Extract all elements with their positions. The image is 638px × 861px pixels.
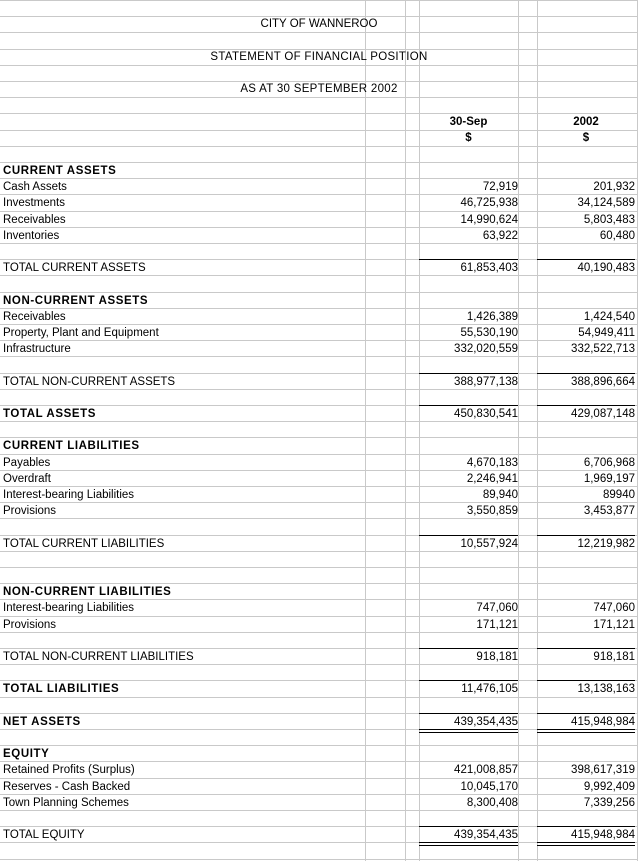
total-double-underline — [537, 842, 635, 843]
total-top-rule — [419, 405, 518, 406]
value-retained-profits-surplus-2002: 398,617,319 — [571, 764, 635, 776]
row-label-total-current-liabilities: TOTAL CURRENT LIABILITIES — [3, 538, 165, 550]
row-label-reserves-cash-backed: Reserves - Cash Backed — [3, 781, 131, 793]
total-double-underline — [419, 729, 518, 730]
grid-row-line — [0, 65, 638, 66]
value-interest-bearing-liabilities-2002: 89940 — [603, 489, 635, 501]
value-cash-assets-2002: 201,932 — [593, 181, 635, 193]
total-top-rule — [537, 535, 635, 536]
row-label-net-assets: NET ASSETS — [3, 716, 81, 728]
total-double-underline — [419, 842, 518, 843]
row-label-interest-bearing-liabilities: Interest-bearing Liabilities — [3, 602, 135, 614]
total-top-rule — [537, 713, 635, 714]
value-provisions-2002: 3,453,877 — [583, 505, 635, 517]
entity-title: CITY OF WANNEROO — [260, 18, 378, 30]
value-receivables-30-sep: 1,426,389 — [466, 311, 518, 323]
value-receivables-30-sep: 14,990,624 — [460, 214, 518, 226]
value-total-equity-2002: 415,948,984 — [571, 829, 635, 841]
grid-row-line — [0, 697, 638, 698]
column-unit-2002: $ — [582, 132, 590, 144]
row-label-payables: Payables — [3, 457, 51, 469]
value-total-current-liabilities-30-sep: 10,557,924 — [460, 538, 518, 550]
column-heading-30-sep: 30-Sep — [449, 116, 488, 128]
total-double-underline — [537, 732, 635, 733]
value-town-planning-schemes-30-sep: 8,300,408 — [466, 797, 518, 809]
total-top-rule — [419, 535, 518, 536]
total-top-rule — [419, 648, 518, 649]
value-reserves-cash-backed-2002: 9,992,409 — [583, 781, 635, 793]
value-total-non-current-liabilities-30-sep: 918,181 — [476, 651, 518, 663]
grid-row-line — [0, 0, 638, 1]
value-overdraft-30-sep: 2,246,941 — [466, 473, 518, 485]
value-receivables-2002: 1,424,540 — [583, 311, 635, 323]
grid-row-line — [0, 32, 638, 33]
value-total-assets-30-sep: 450,830,541 — [454, 408, 518, 420]
row-label-town-planning-schemes: Town Planning Schemes — [3, 797, 129, 809]
grid-row-line — [0, 97, 638, 98]
row-label-non-current-liabilities: NON-CURRENT LIABILITIES — [3, 586, 172, 598]
value-total-current-liabilities-2002: 12,219,982 — [577, 538, 635, 550]
row-label-current-assets: CURRENT ASSETS — [3, 165, 117, 177]
row-label-inventories: Inventories — [3, 230, 60, 242]
row-label-provisions: Provisions — [3, 505, 57, 517]
total-top-rule — [537, 680, 635, 681]
value-infrastructure-30-sep: 332,020,559 — [454, 343, 518, 355]
column-unit-30-sep: $ — [465, 132, 472, 144]
total-double-underline — [419, 845, 518, 846]
value-reserves-cash-backed-30-sep: 10,045,170 — [460, 781, 518, 793]
value-total-non-current-assets-2002: 388,896,664 — [571, 376, 635, 388]
value-total-non-current-liabilities-2002: 918,181 — [593, 651, 635, 663]
row-label-current-liabilities: CURRENT LIABILITIES — [3, 440, 140, 452]
value-interest-bearing-liabilities-30-sep: 747,060 — [476, 602, 518, 614]
column-heading-2002: 2002 — [573, 116, 599, 128]
value-total-equity-30-sep: 439,354,435 — [454, 829, 518, 841]
value-provisions-30-sep: 3,550,859 — [466, 505, 518, 517]
value-total-liabilities-2002: 13,138,163 — [577, 683, 635, 695]
value-net-assets-30-sep: 439,354,435 — [454, 716, 518, 728]
total-top-rule — [537, 826, 635, 827]
row-label-provisions: Provisions — [3, 619, 57, 631]
total-double-underline — [537, 845, 635, 846]
row-label-cash-assets: Cash Assets — [3, 181, 67, 193]
value-total-assets-2002: 429,087,148 — [571, 408, 635, 420]
value-overdraft-2002: 1,969,197 — [583, 473, 635, 485]
value-total-current-assets-2002: 40,190,483 — [577, 262, 635, 274]
row-label-total-non-current-liabilities: TOTAL NON-CURRENT LIABILITIES — [3, 651, 194, 663]
value-retained-profits-surplus-30-sep: 421,008,857 — [454, 764, 518, 776]
value-payables-30-sep: 4,670,183 — [466, 457, 518, 469]
statement-title: STATEMENT OF FINANCIAL POSITION — [210, 51, 428, 63]
row-label-investments: Investments — [3, 197, 65, 209]
value-total-current-assets-30-sep: 61,853,403 — [460, 262, 518, 274]
row-label-infrastructure: Infrastructure — [3, 343, 71, 355]
row-label-total-non-current-assets: TOTAL NON-CURRENT ASSETS — [3, 376, 176, 388]
value-total-non-current-assets-30-sep: 388,977,138 — [454, 376, 518, 388]
value-total-liabilities-30-sep: 11,476,105 — [461, 683, 518, 695]
value-infrastructure-2002: 332,522,713 — [571, 343, 635, 355]
value-provisions-2002: 171,121 — [593, 619, 635, 631]
value-investments-2002: 34,124,589 — [577, 197, 635, 209]
row-label-overdraft: Overdraft — [3, 473, 51, 485]
total-top-rule — [419, 713, 518, 714]
value-interest-bearing-liabilities-2002: 747,060 — [593, 602, 635, 614]
row-label-receivables: Receivables — [3, 311, 66, 323]
value-provisions-30-sep: 171,121 — [476, 619, 518, 631]
total-top-rule — [419, 826, 518, 827]
value-inventories-2002: 60,480 — [599, 230, 635, 242]
total-double-underline — [537, 729, 635, 730]
value-investments-30-sep: 46,725,938 — [460, 197, 518, 209]
total-top-rule — [419, 259, 518, 260]
value-inventories-30-sep: 63,922 — [482, 230, 518, 242]
value-property-plant-and-equipment-2002: 54,949,411 — [578, 327, 635, 339]
value-receivables-2002: 5,803,483 — [583, 214, 635, 226]
as-at-date: AS AT 30 SEPTEMBER 2002 — [240, 83, 398, 95]
value-interest-bearing-liabilities-30-sep: 89,940 — [482, 489, 518, 501]
row-label-receivables: Receivables — [3, 214, 66, 226]
value-property-plant-and-equipment-30-sep: 55,530,190 — [460, 327, 518, 339]
row-label-non-current-assets: NON-CURRENT ASSETS — [3, 295, 149, 307]
total-top-rule — [537, 648, 635, 649]
row-label-retained-profits-surplus: Retained Profits (Surplus) — [3, 764, 135, 776]
row-label-equity: EQUITY — [3, 748, 50, 760]
total-top-rule — [537, 259, 635, 260]
total-top-rule — [419, 680, 518, 681]
value-payables-2002: 6,706,968 — [583, 457, 635, 469]
grid-row-line — [0, 146, 638, 147]
grid-row-line — [0, 567, 638, 568]
row-label-total-current-assets: TOTAL CURRENT ASSETS — [3, 262, 146, 274]
total-double-underline — [419, 732, 518, 733]
value-net-assets-2002: 415,948,984 — [571, 716, 635, 728]
row-label-total-assets: TOTAL ASSETS — [3, 408, 97, 420]
row-label-total-liabilities: TOTAL LIABILITIES — [3, 683, 120, 695]
grid-row-line — [0, 859, 638, 860]
grid-row-line — [0, 745, 638, 746]
value-town-planning-schemes-2002: 7,339,256 — [583, 797, 635, 809]
total-top-rule — [537, 373, 635, 374]
row-label-property-plant-and-equipment: Property, Plant and Equipment — [3, 327, 159, 339]
row-label-interest-bearing-liabilities: Interest-bearing Liabilities — [3, 489, 135, 501]
value-cash-assets-30-sep: 72,919 — [482, 181, 518, 193]
row-label-total-equity: TOTAL EQUITY — [3, 829, 85, 841]
total-top-rule — [419, 373, 518, 374]
total-top-rule — [537, 405, 635, 406]
